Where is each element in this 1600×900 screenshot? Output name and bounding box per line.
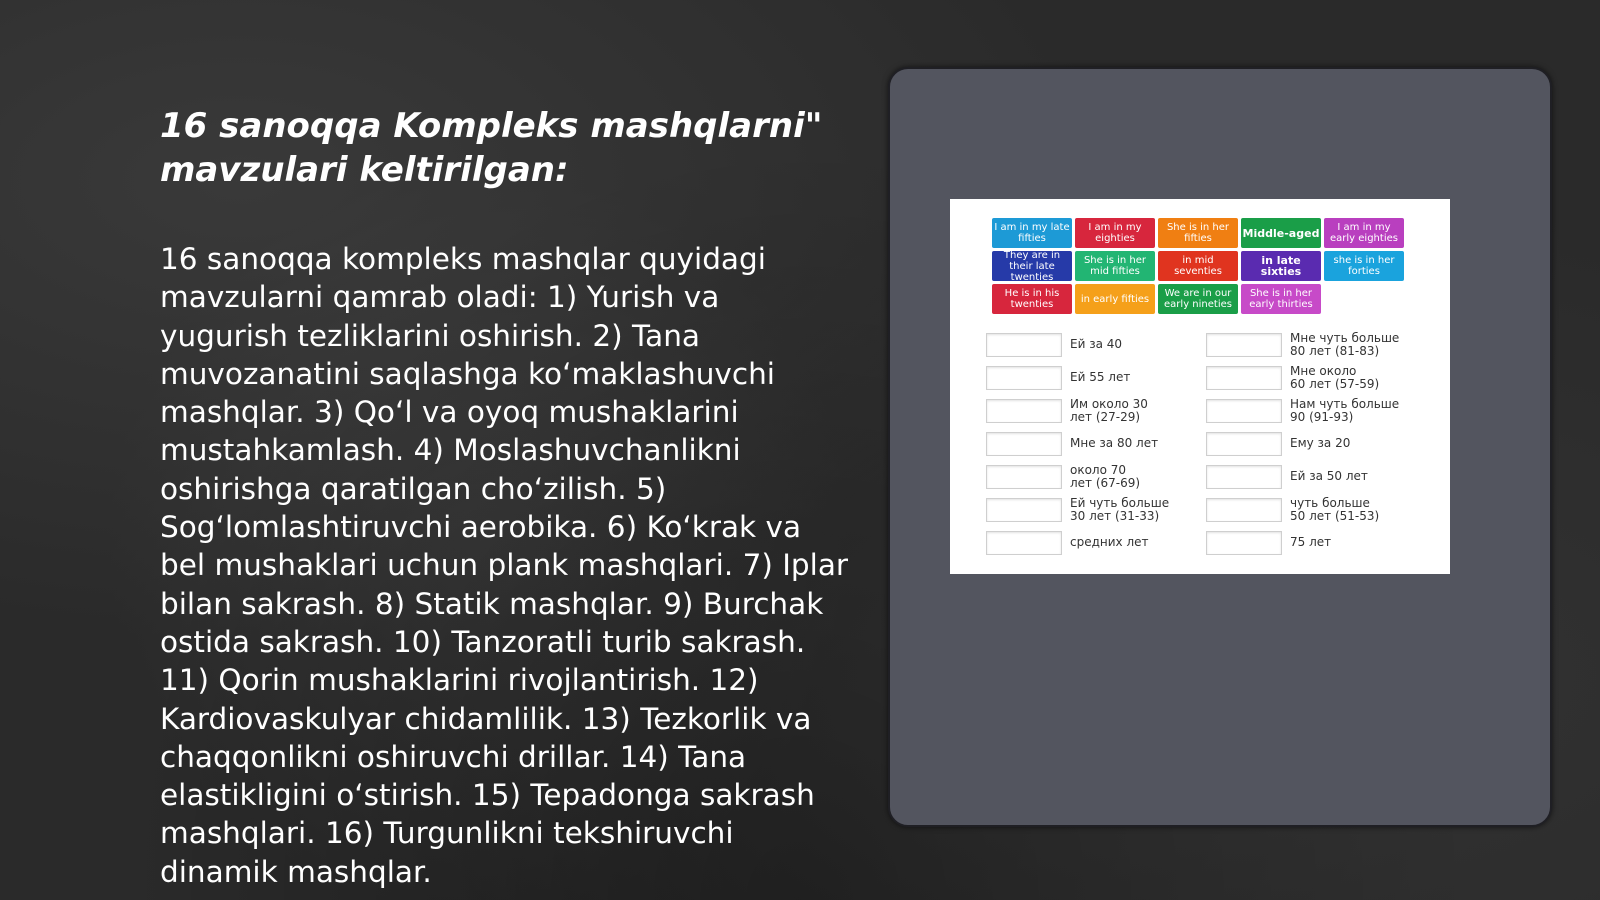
answer-label: Ей за 40 xyxy=(1070,337,1123,351)
answer-row xyxy=(986,526,1426,559)
answer-cell xyxy=(986,460,1206,493)
answer-label: Ему за 20 xyxy=(1290,436,1351,450)
answer-cell xyxy=(986,427,1206,460)
slide-text-area xyxy=(160,104,850,891)
answer-row xyxy=(986,493,1426,526)
age-phrase-tiles xyxy=(992,218,1404,314)
answer-label: 75 лет xyxy=(1290,535,1332,549)
answer-box xyxy=(1206,465,1282,489)
answer-label: средних лет xyxy=(1070,535,1149,549)
answer-label: Ей за 50 лет xyxy=(1290,469,1368,483)
answer-grid xyxy=(986,328,1426,559)
answer-box xyxy=(986,333,1062,357)
tile: Middle-aged xyxy=(1241,218,1321,248)
answer-box xyxy=(986,366,1062,390)
tile: she is in her forties xyxy=(1324,251,1404,281)
answer-label: около 70 лет (67-69) xyxy=(1070,462,1141,490)
tile: in mid seventies xyxy=(1158,251,1238,281)
answer-box xyxy=(986,432,1062,456)
answer-box xyxy=(986,399,1062,423)
tile: in late sixties xyxy=(1241,251,1321,281)
answer-label: Нам чуть больше 90 (91-93) xyxy=(1290,396,1400,424)
answer-box xyxy=(1206,498,1282,522)
slide-title: 16 sanoqqa Kompleks mashqlarni" mavzulari keltirilgan: xyxy=(160,106,823,190)
tile: I am in my eighties xyxy=(1075,218,1155,248)
answer-cell xyxy=(1206,493,1426,526)
answer-cell xyxy=(986,328,1206,361)
tile: She is in her early thirties xyxy=(1241,284,1321,314)
tile: They are in their late twenties xyxy=(992,251,1072,281)
answer-label: Мне около 60 лет (57-59) xyxy=(1290,363,1380,391)
answer-label: чуть больше 50 лет (51-53) xyxy=(1290,495,1380,523)
answer-box xyxy=(1206,399,1282,423)
worksheet-image xyxy=(950,199,1450,574)
answer-label: Мне за 80 лет xyxy=(1070,436,1159,450)
answer-box xyxy=(986,465,1062,489)
answer-cell xyxy=(986,394,1206,427)
answer-box xyxy=(1206,366,1282,390)
answer-box xyxy=(1206,432,1282,456)
answer-cell xyxy=(1206,361,1426,394)
answer-label: Ей чуть больше 30 лет (31-33) xyxy=(1070,495,1170,523)
answer-box xyxy=(1206,333,1282,357)
answer-cell xyxy=(1206,526,1426,559)
answer-cell xyxy=(1206,394,1426,427)
tile: in early fifties xyxy=(1075,284,1155,314)
tile: I am in my late fifties xyxy=(992,218,1072,248)
answer-box xyxy=(1206,531,1282,555)
answer-box xyxy=(986,531,1062,555)
slide-body-text: 16 sanoqqa kompleks mashqlar quyidagi mavzularni qamrab oladi: 1) Yurish va yugurish tezliklarini oshirish. 2) Tana muvozanatini saqlashga ko‘maklashuvchi mashqlar. 3) Qo‘l va oyoq mushaklarini mustahkamlash. 4) Moslashuvchanlikni oshirishga qaratilgan cho‘zilish. 5) Sog‘lomlashtiruvchi aerobika. 6) Ko‘krak va bel mushaklari uchun plank mashqlari. 7) Iplar bilan sakrash. 8) Statik mashqlar. 9) Burchak ostida sakrash. 10) Tanzoratli turib sakrash. 11) Qorin mushaklarini rivojlantirish. 12) Kardiovaskulyar chidamlilik. 13) Tezkorlik va chaqqonlikni oshiruvchi drillar. 14) Tana elastikligini o‘stirish. 15) Tepadonga sakrash mashqlari. 16) Turgunlikni tekshiruvchi dinamik mashqlar. xyxy=(160,242,849,889)
answer-row xyxy=(986,361,1426,394)
answer-cell xyxy=(986,493,1206,526)
answer-row xyxy=(986,460,1426,493)
tile: She is in her mid fifties xyxy=(1075,251,1155,281)
tile: She is in her fifties xyxy=(1158,218,1238,248)
answer-cell xyxy=(986,526,1206,559)
answer-box xyxy=(986,498,1062,522)
answer-row xyxy=(986,427,1426,460)
tile: I am in my early eighties xyxy=(1324,218,1404,248)
answer-label: Мне чуть больше 80 лет (81-83) xyxy=(1290,330,1400,358)
answer-cell xyxy=(986,361,1206,394)
answer-cell xyxy=(1206,328,1426,361)
answer-label: Им около 30 лет (27-29) xyxy=(1070,396,1148,424)
tile: He is in his twenties xyxy=(992,284,1072,314)
answer-cell xyxy=(1206,460,1426,493)
tile: We are in our early nineties xyxy=(1158,284,1238,314)
answer-row xyxy=(986,328,1426,361)
answer-row xyxy=(986,394,1426,427)
answer-cell xyxy=(1206,427,1426,460)
answer-label: Ей 55 лет xyxy=(1070,370,1131,384)
